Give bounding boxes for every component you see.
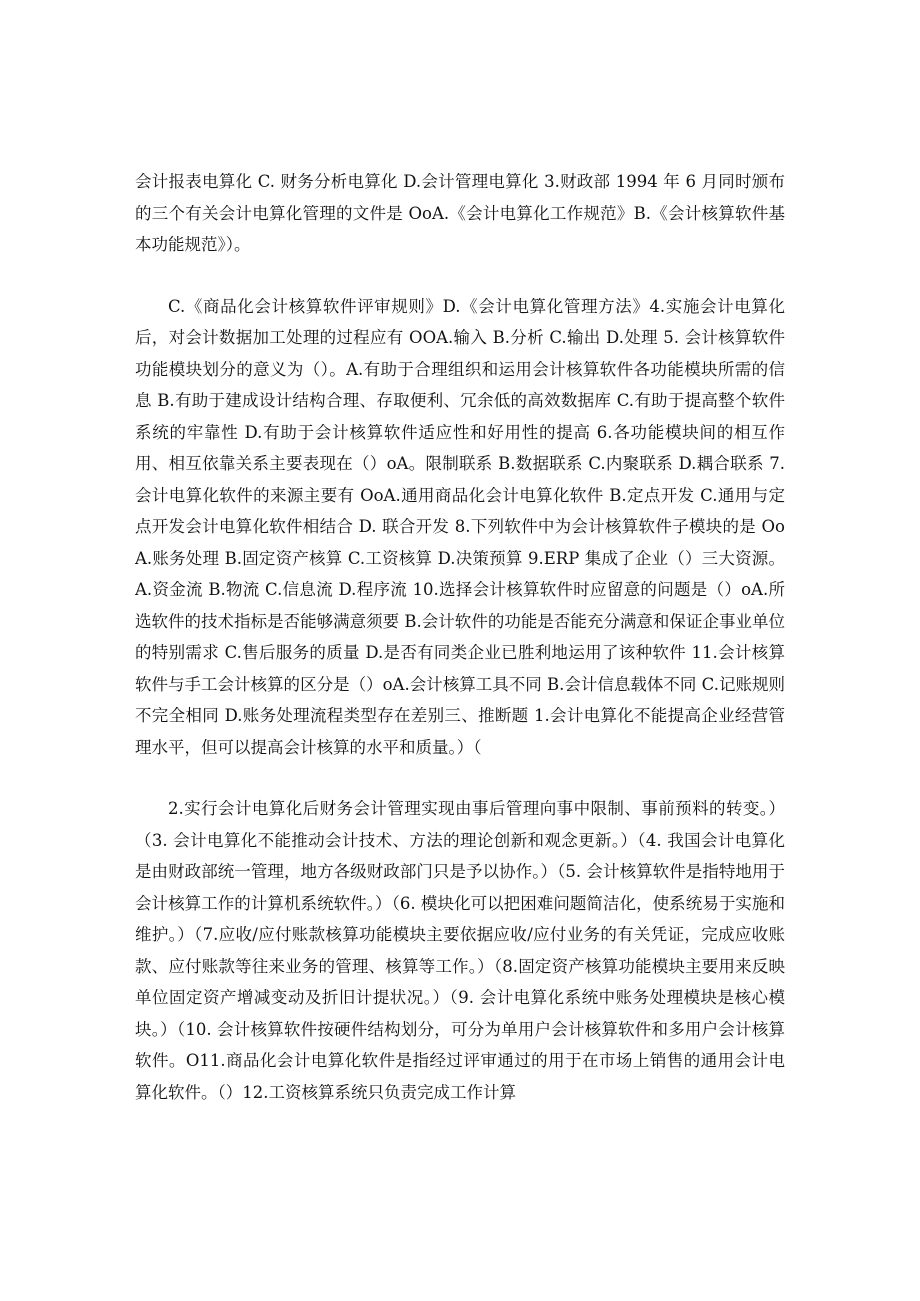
paragraph-3: 2.实行会计电算化后财务会计管理实现由事后管理向事中限制、事前预料的转变。）（3. 会计电算化不能推动会计技术、方法的理论创新和观念更新。）（4. 我国会计电算化是由财政部统一管理，地方各级财政部门只是予以协作。）（5. 会计核算软件是指特地用于会计核算工作的计算机系统软件。）（6. 模块化可以把困难问题简洁化，使系统易于实施和维护。）（7.应收/应付账款核算功能模块主要依据应收/应付业务的有关凭证，完成应收账款、应付账款等往来业务的管理、核算等工作。）（8.固定资产核算功能模块主要用来反映单位固定资产增减变动及折旧计提状况。）（9. 会计电算化系统中账务处理模块是核心模块。）（10. 会计核算软件按硬件结构划分，可分为单用户会计核算软件和多用户会计核算软件。O11.商品化会计电算化软件是指经过评审通过的用于在市场上销售的通用会计电算化软件。（）12.工资核算系统只负责完成工作计算 [135, 799, 785, 1102]
paragraph-1: 会计报表电算化 C. 财务分析电算化 D.会计管理电算化 3.财政部 1994 年 6 月同时颁布的三个有关会计电算化管理的文件是 OoA.《会计电算化工作规范》B.《会计核算软件基本功能规范》）。 [135, 172, 785, 254]
document-body [135, 166, 785, 1108]
paragraph-2: C.《商品化会计核算软件评审规则》D.《会计电算化管理方法》4.实施会计电算化后，对会计数据加工处理的过程应有 OOA.输入 B.分析 C.输出 D.处理 5. 会计核算软件功能模块划分的意义为（）。A.有助于合理组织和运用会计核算软件各功能模块所需的信息 B.有助于建成设计结构合理、存取便利、冗余低的高效数据库 C.有助于提高整个软件系统的牢靠性 D.有助于会计核算软件适应性和好用性的提高 6.各功能模块间的相互作用、相互依靠关系主要表现在（）oA。限制联系 B.数据联系 C.内聚联系 D.耦合联系 7.会计电算化软件的来源主要有 OoA.通用商品化会计电算化软件 B.定点开发 C.通用与定点开发会计电算化软件相结合 D. 联合开发 8.下列软件中为会计核算软件子模块的是 OoA.账务处理 B.固定资产核算 C.工资核算 D.决策预算 9.ERP 集成了企业（）三大资源。A.资金流 B.物流 C.信息流 D.程序流 10.选择会计核算软件时应留意的问题是（）oA.所选软件的技术指标是否能够满意须要 B.会计软件的功能是否能充分满意和保证企事业单位的特别需求 C.售后服务的质量 D.是否有同类企业已胜利地运用了该种软件 11.会计核算软件与手工会计核算的区分是（）oA.会计核算工具不同 B.会计信息载体不同 C.记账规则不完全相同 D.账务处理流程类型存在差别三、推断题 1.会计电算化不能提高企业经营管理水平，但可以提高会计核算的水平和质量。）（ [135, 296, 785, 757]
